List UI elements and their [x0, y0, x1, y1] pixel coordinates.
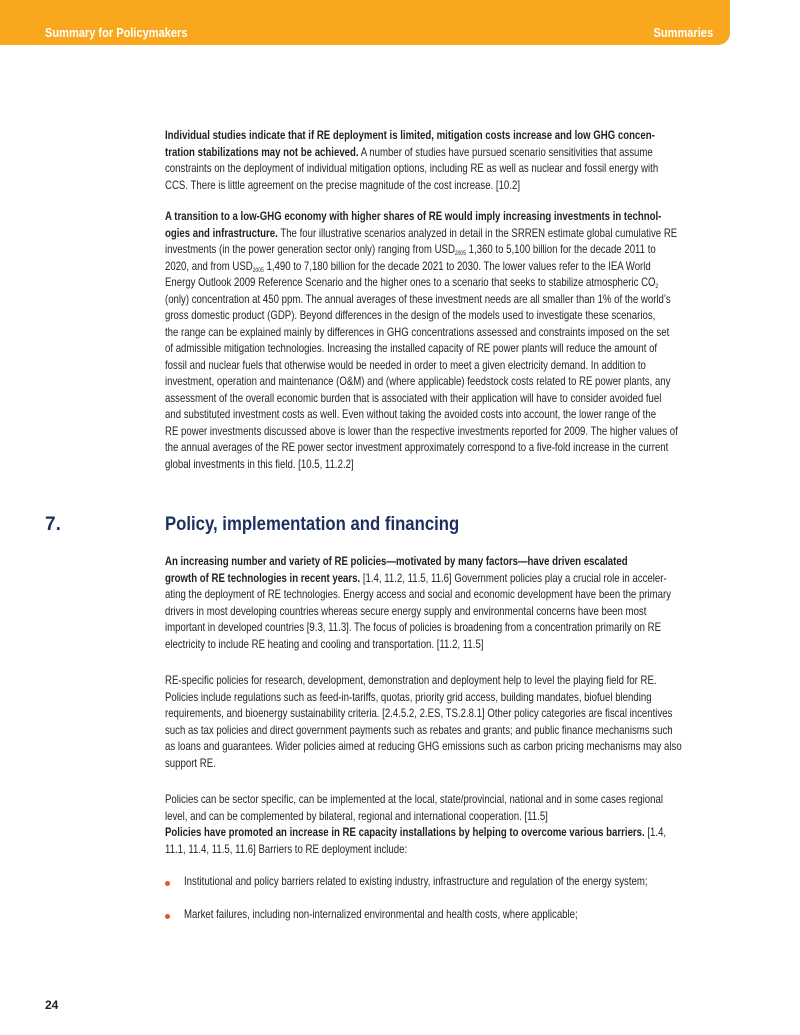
text-run: Policies include regulations such as feed-in-tariffs, quotas, priority grid access, building mandates, biofuel blending — [165, 690, 652, 704]
text-run: such as tax policies and direct government payments such as rebates and grants; and public finance mechanisms such — [165, 723, 673, 737]
text-line — [165, 178, 638, 195]
text-line — [165, 809, 638, 826]
text-line — [165, 374, 671, 391]
text-line — [165, 739, 682, 756]
text-run: drivers in most developing countries whereas secure energy supply and environmental concerns have been most — [165, 604, 647, 618]
header-right-title: Summaries — [653, 25, 713, 40]
text-run: [1.4, — [644, 826, 667, 839]
bullet-text: Institutional and policy barriers related to existing industry, infrastructure and regulation of the energy system; — [184, 875, 648, 888]
subscript: 2005 — [252, 267, 264, 274]
text-line — [165, 292, 671, 309]
text-line — [165, 723, 673, 740]
text-line — [165, 587, 672, 604]
text-line — [165, 391, 662, 408]
text-line — [165, 457, 638, 474]
text-run: support RE. — [165, 756, 216, 770]
text-run: the annual averages of the RE power sector investment approximately correspond to a five-fold increase in the current — [165, 441, 669, 454]
text-run: (only) concentration at 450 ppm. The annual averages of these investment needs are all smaller than 1% of the world’s — [165, 292, 671, 306]
text-line — [165, 604, 647, 621]
bold-lead-text: Individual studies indicate that if RE deployment is limited, mitigation costs increase and low GHG concen- — [165, 129, 655, 142]
paragraph-re-deployment-limits — [165, 128, 735, 194]
text-run: [1.4, 11.2, 11.5, 11.6] Government policies play a crucial role in acceler- — [360, 571, 667, 585]
text-run: A number of studies have pursued scenario sensitivities that assume — [358, 145, 653, 159]
text-run: assessment of the overall economic burden that is associated with their application will have to consider avoided fuel — [165, 391, 662, 405]
text-line — [165, 226, 678, 243]
text-line — [165, 706, 673, 723]
bold-lead-text: An increasing number and variety of RE policies—motivated by many factors—have driven escalated — [165, 555, 628, 568]
text-line — [165, 440, 669, 457]
text-run: 2020, and from USD — [165, 259, 253, 273]
text-line — [165, 571, 667, 588]
text-line — [165, 756, 638, 773]
text-run: ating the deployment of RE technologies. Energy access and social and economic development have been the primary — [165, 588, 672, 601]
text-run: fossil and nuclear fuels that otherwise would be needed in order to meet a given electricity demand. In addition to — [165, 358, 646, 372]
text-run: level, and can be complemented by bilateral, regional and international cooperation. [11.5] — [165, 809, 548, 823]
subscript: 2 — [655, 284, 659, 290]
text-run: as loans and guarantees. Wider policies aimed at reducing GHG emissions such as carbon pricing mechanisms may also — [165, 740, 682, 753]
text-line — [165, 424, 678, 441]
text-run: global investments in this field. [10.5, 11.2.2] — [165, 457, 354, 471]
text-line — [165, 620, 662, 637]
header-left-title: Summary for Policymakers — [45, 25, 188, 40]
text-run: requirements, and bioenergy sustainability criteria. [2.4.5.2, 2.ES, TS.2.8.1] Other policy categories are fiscal incentives — [165, 707, 673, 720]
text-line — [165, 128, 655, 145]
text-run: important in developed countries [9.3, 11.3]. The focus of policies is broadening from a concentration primarily on RE — [165, 621, 662, 634]
text-run: RE power investments discussed above is lower than the respective investments reported for 2009. The higher values of — [165, 424, 678, 438]
paragraph-re-specific-policies — [165, 673, 735, 772]
text-run: CCS. There is little agreement on the precise magnitude of the cost increase. [10.2] — [165, 178, 520, 192]
text-line — [165, 690, 652, 707]
text-run: 1,490 to 7,180 billion for the decade 2021 to 2030. The lower values refer to the IEA World — [263, 259, 651, 273]
bold-lead-text: ogies and infrastructure. — [165, 226, 278, 240]
section-title: Policy, implementation and financing — [165, 514, 460, 535]
text-line — [165, 161, 659, 178]
page-number: 24 — [45, 998, 59, 1012]
text-line — [165, 842, 638, 859]
text-run: the range can be explained mainly by differences in GHG concentrations assessed and constraints imposed on the set — [165, 325, 670, 339]
bold-lead-text: A transition to a low-GHG economy with higher shares of RE would imply increasing investments in technol- — [165, 210, 662, 223]
text-run: Energy Outlook 2009 Reference Scenario and the higher ones to a scenario that seeks to stabilize atmospheric CO — [165, 276, 656, 289]
bullet-icon — [165, 914, 170, 919]
bullet-icon — [165, 881, 170, 886]
section-number: 7. — [45, 514, 61, 535]
paragraph-investments — [165, 209, 735, 473]
text-run: investment, operation and maintenance (O&M) and (where applicable) feedstock costs related to RE power plants, any — [165, 375, 671, 388]
text-run: gross domestic product (GDP). Beyond differences in the design of the models used to investigate these scenarios, — [165, 309, 656, 322]
text-run: investments (in the power generation sector only) ranging from USD — [165, 243, 455, 256]
text-line — [165, 358, 646, 375]
text-run: constraints on the deployment of individual mitigation options, including RE as well as nuclear and fossil energy with — [165, 162, 659, 175]
text-run: and substituted investment costs as well. Even without taking the avoided costs into account, the lower range of the — [165, 408, 657, 421]
bold-lead-text: tration stabilizations may not be achieved. — [165, 145, 359, 159]
text-line — [165, 242, 656, 259]
text-line — [165, 792, 663, 809]
text-line — [165, 275, 659, 292]
subscript: 2005 — [454, 251, 466, 257]
text-line — [165, 554, 638, 571]
text-line — [165, 308, 656, 325]
text-line — [165, 259, 651, 276]
paragraph-policy-barriers — [165, 792, 735, 858]
text-run: 11.1, 11.4, 11.5, 11.6] Barriers to RE deployment include: — [165, 842, 408, 856]
text-line — [165, 407, 657, 424]
text-run: The four illustrative scenarios analyzed in detail in the SRREN estimate global cumulative RE — [277, 226, 678, 240]
text-line — [165, 325, 670, 342]
running-header — [0, 0, 730, 45]
text-run: Policies can be sector specific, can be implemented at the local, state/provincial, national and in some cases regional — [165, 793, 663, 806]
paragraph-re-policies — [165, 554, 735, 653]
text-line — [165, 341, 658, 358]
bold-lead-text: growth of RE technologies in recent years. — [165, 571, 361, 585]
text-run: RE-specific policies for research, development, demonstration and deployment help to level the playing field for RE. — [165, 674, 657, 687]
text-line — [165, 209, 662, 226]
text-run: 1,360 to 5,100 billion for the decade 2011 to — [465, 243, 656, 256]
text-run: electricity to include RE heating and cooling and transportation. [11.2, 11.5] — [165, 637, 484, 651]
text-line — [165, 825, 667, 842]
bold-lead-text: Policies have promoted an increase in RE capacity installations by helping to overcome various barriers. — [165, 826, 645, 839]
text-line — [165, 637, 638, 654]
text-line — [165, 145, 653, 162]
bullet-text: Market failures, including non-internalized environmental and health costs, where applicable; — [184, 908, 578, 921]
text-line — [165, 673, 657, 690]
text-run: of admissible mitigation technologies. Increasing the installed capacity of RE power plants will reduce the amount of — [165, 342, 658, 355]
